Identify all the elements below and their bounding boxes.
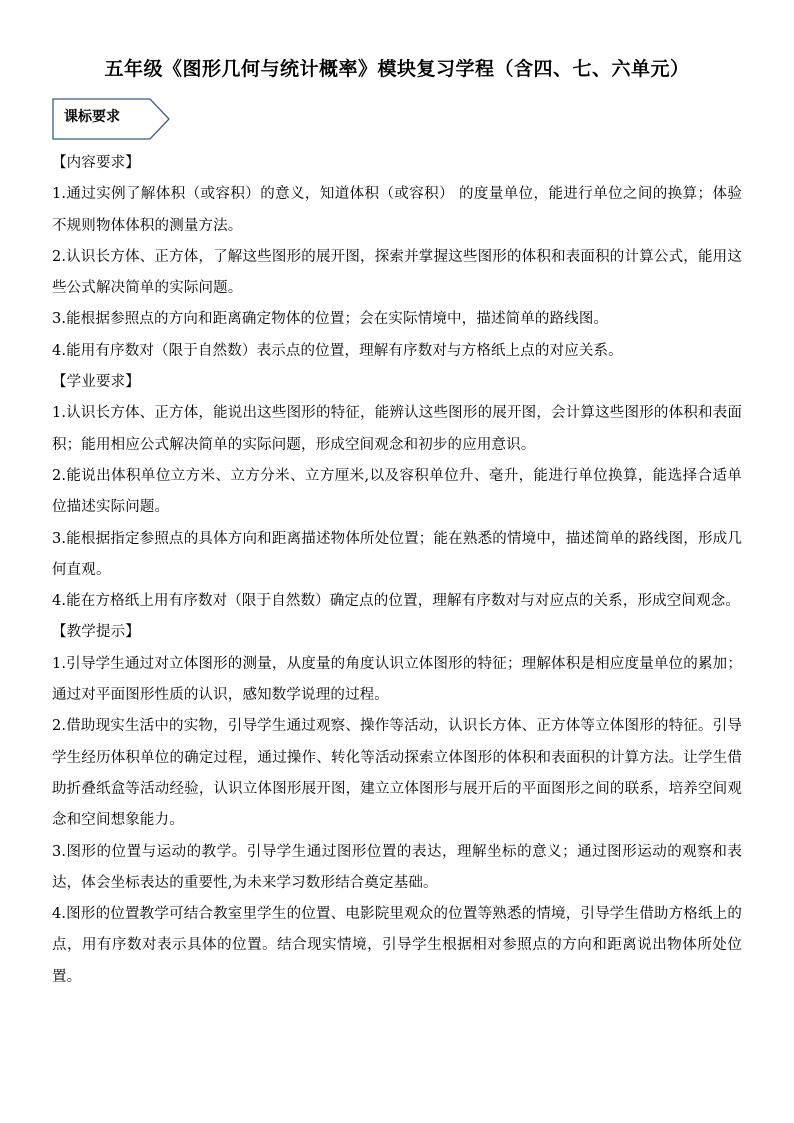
- list-item: 3.能根据参照点的方向和距离确定物体的位置；会在实际情境中，描述简单的路线图。: [52, 311, 609, 328]
- list-item: 1.引导学生通过对立体图形的测量，从度量的角度认识立体图形的特征；理解体积是相应度量单位的累加；通过对平面图形性质的认识，感知数学说理的过程。: [52, 655, 742, 704]
- section-heading-academic: 【学业要求】: [52, 374, 140, 391]
- section-heading-teaching: 【教学提示】: [52, 624, 140, 641]
- section-tag: [52, 98, 170, 140]
- list-item: 2.认识长方体、正方体，了解这些图形的展开图，探索并掌握这些图形的体积和表面积的计算公式，能用这些公式解决简单的实际问题。: [52, 248, 742, 297]
- list-item: 2.能说出体积单位立方米、立方分米、立方厘米,以及容积单位升、毫升，能进行单位换算，能选择合适单位描述实际问题。: [52, 467, 742, 516]
- section-heading-content: 【内容要求】: [52, 155, 140, 171]
- list-item: 3.能根据指定参照点的具体方向和距离描述物体所处位置；能在熟悉的情境中，描述简单的路线图，形成几何直观。: [52, 530, 742, 578]
- list-item: 1.通过实例了解体积（或容积）的意义，知道体积（或容积） 的度量单位，能进行单位之间的换算；体验不规则物体体积的测量方法。: [52, 186, 742, 234]
- tag-label: 课标要求: [64, 109, 120, 125]
- list-item: 2.借助现实生活中的实物，引导学生通过观察、操作等活动，认识长方体、正方体等立体图形的特征。引导学生经历体积单位的确定过程，通过操作、转化等活动探索立体图形的体积和表面积的计算方法。让学生借助折叠纸盒等活动经验，认识立体图形展开图，建立立体图形与展开后的平面图形之间的联系，培养空间观念和空间想象能力。: [52, 718, 742, 829]
- document-title: 五年级《图形几何与统计概率》模块复习学程（含四、七、六单元）: [104, 58, 690, 80]
- list-item: 4.图形的位置教学可结合教室里学生的位置、电影院里观众的位置等熟悉的情境，引导学生借助方格纸上的点，用有序数对表示具体的位置。结合现实情境，引导学生根据相对参照点的方向和距离说出物体所处位置。: [52, 906, 742, 985]
- list-item: 1.认识长方体、正方体，能说出这些图形的特征，能辨认这些图形的展开图，会计算这些图形的体积和表面积；能用相应公式解决简单的实际问题，形成空间观念和初步的应用意识。: [52, 405, 742, 453]
- document-body: [52, 148, 742, 993]
- list-item: 4.能在方格纸上用有序数对（限于自然数）确定点的位置，理解有序数对与对应点的关系，形成空间观念。: [52, 593, 741, 610]
- list-item: 3.图形的位置与运动的教学。引导学生通过图形位置的表达，理解坐标的意义；通过图形运动的观察和表达，体会坐标表达的重要性,为未来学习数形结合奠定基础。: [52, 843, 742, 891]
- list-item: 4.能用有序数对（限于自然数）表示点的位置，理解有序数对与方格纸上点的对应关系。: [52, 342, 623, 359]
